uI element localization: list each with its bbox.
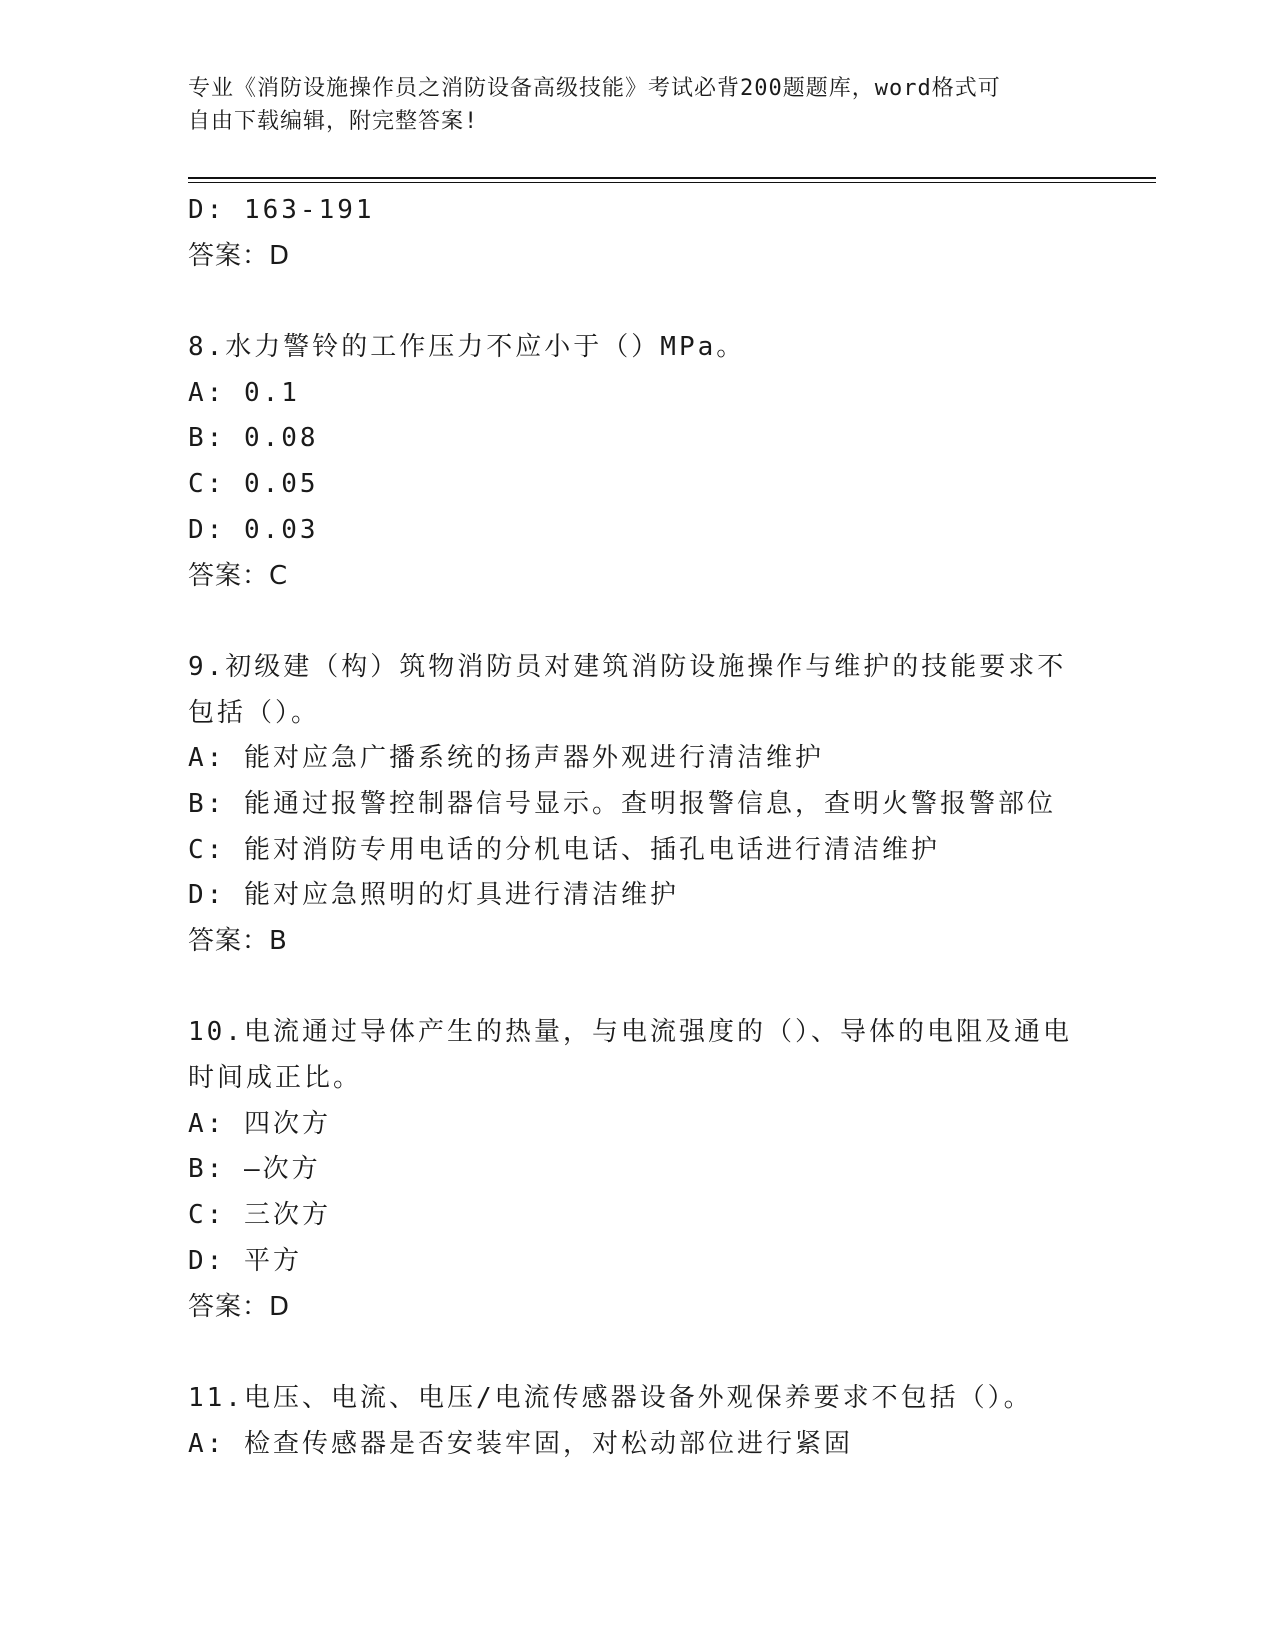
option-b: B: —次方	[188, 1154, 321, 1185]
option-c: C: 0.05	[188, 469, 319, 500]
question-9	[188, 645, 1088, 965]
answer: 答案：C	[188, 560, 289, 591]
question-stem: 8.水力警铃的工作压力不应小于（）MPa。	[188, 332, 746, 363]
header-rule-thin	[188, 182, 1156, 183]
question-stem-line-2: 时间成正比。	[188, 1063, 363, 1094]
option-a: A: 检查传感器是否安装牢固，对松动部位进行紧固	[188, 1428, 853, 1459]
option-d: D: 0.03	[188, 514, 319, 545]
question-stem-line-1: 9.初级建（构）筑物消防员对建筑消防设施操作与维护的技能要求不	[188, 651, 1067, 682]
page-header	[188, 72, 1078, 138]
question-stem-line-2: 包括（）。	[188, 697, 321, 728]
option-a: A: 能对应急广播系统的扬声器外观进行清洁维护	[188, 743, 824, 774]
option-a: A: 0.1	[188, 377, 300, 408]
question-stem: 11.电压、电流、电压/电流传感器设备外观保养要求不包括（）。	[188, 1382, 1033, 1413]
option-a: A: 四次方	[188, 1108, 331, 1139]
question-11	[188, 1376, 1088, 1467]
question-8	[188, 325, 1088, 599]
option-d: D: 能对应急照明的灯具进行清洁维护	[188, 880, 679, 911]
prev-option-d: D: 163-191	[188, 195, 375, 225]
spacer	[188, 1330, 1088, 1376]
question-10	[188, 1010, 1088, 1330]
header-line-1: 专业《消防设施操作员之消防设备高级技能》考试必背200题题库，word格式可	[188, 76, 1001, 101]
prev-answer: 答案：D	[188, 240, 291, 271]
option-d: D: 平方	[188, 1245, 302, 1276]
option-b: B: 能通过报警控制器信号显示。查明报警信息，查明火警报警部位	[188, 788, 1056, 819]
answer: 答案：D	[188, 1291, 291, 1322]
answer: 答案：B	[188, 926, 288, 956]
question-stem-line-1: 10.电流通过导体产生的热量，与电流强度的（）、导体的电阻及通电	[188, 1017, 1072, 1048]
header-rule-thick	[188, 177, 1156, 179]
question-content	[188, 188, 1088, 1467]
spacer	[188, 279, 1088, 325]
option-c: C: 能对消防专用电话的分机电话、插孔电话进行清洁维护	[188, 834, 940, 865]
option-b: B: 0.08	[188, 423, 319, 454]
spacer	[188, 599, 1088, 645]
header-line-2: 自由下载编辑，附完整答案!	[188, 109, 479, 134]
option-c: C: 三次方	[188, 1200, 331, 1231]
spacer	[188, 965, 1088, 1011]
